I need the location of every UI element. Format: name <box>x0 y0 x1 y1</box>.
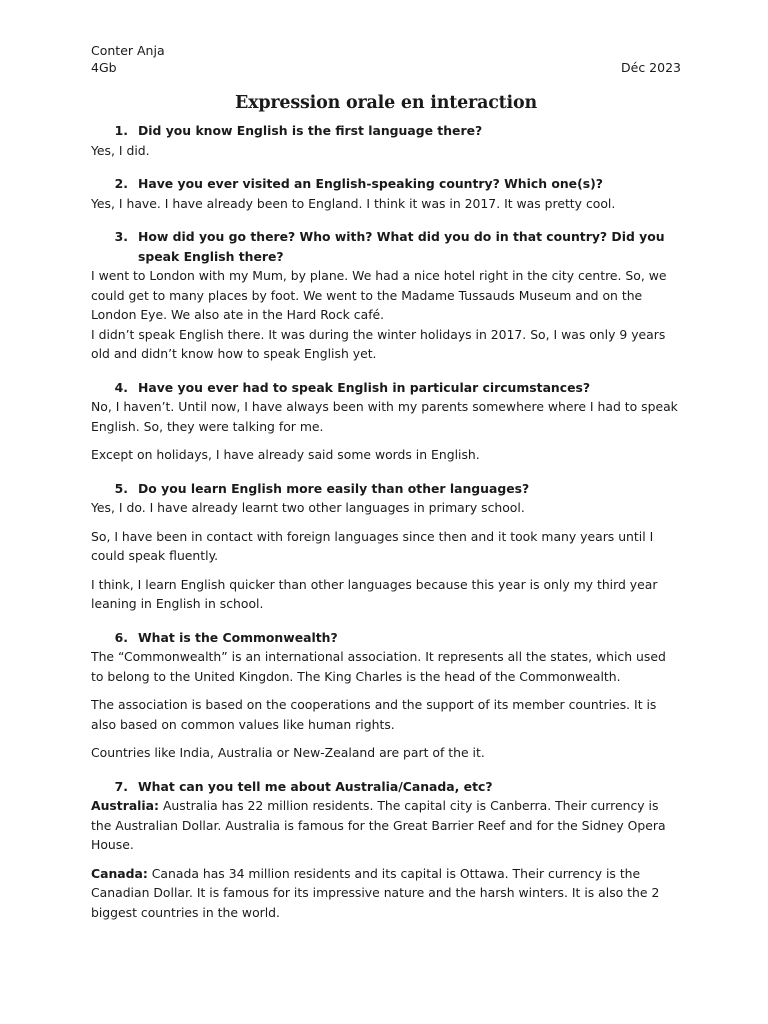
question-number: 5. <box>114 480 128 496</box>
answer-paragraph: Countries like India, Australia or New-Zealand are part of the it. <box>91 745 485 760</box>
document-date: Déc 2023 <box>621 60 681 75</box>
answer-text: Canada has 34 million residents and its capital is Ottawa. Their currency is the Canadian Dollar. It is famous for its impressive nature and the harsh winters. It is also the 2 biggest countries in the world. <box>91 865 660 920</box>
question-number: 6. <box>114 629 128 645</box>
question-number: 4. <box>114 379 128 395</box>
header-class-row <box>91 59 681 76</box>
answer-paragraph: Yes, I did. <box>91 142 150 158</box>
question-number: 7. <box>114 778 128 794</box>
answer-lead: Canada: <box>91 865 148 881</box>
question-4 <box>91 378 681 398</box>
question-5 <box>91 479 681 499</box>
header-name-row <box>91 42 681 59</box>
answer-lead: Australia: <box>91 798 159 813</box>
question-2 <box>91 174 681 194</box>
answer-paragraph <box>91 796 681 855</box>
question-3 <box>91 227 681 266</box>
question-1 <box>91 121 681 141</box>
question-number: 1. <box>114 123 128 138</box>
question-number: 2. <box>114 176 128 191</box>
answer-paragraph <box>91 864 681 923</box>
question-7 <box>91 777 681 797</box>
answer-paragraph: No, I haven’t. Until now, I have always been with my parents somewhere where I had to speak English. So, they were talking for me. <box>91 399 678 434</box>
question-text: Have you ever had to speak English in particular circumstances? <box>138 379 591 395</box>
page-title: Expression orale en interaction <box>235 93 537 113</box>
answer-text: Australia has 22 million residents. The capital city is Canberra. Their currency is the Australian Dollar. Australia is famous for the Great Barrier Reef and for the Sidney Opera House. <box>91 798 666 852</box>
answer-paragraph: The association is based on the cooperations and the support of its member countries. It is also based on common values like human rights. <box>91 697 657 732</box>
answer-paragraph: I think, I learn English quicker than other languages because this year is only my third year leaning in English in school. <box>91 576 658 611</box>
question-number: 3. <box>114 229 128 244</box>
question-list <box>91 121 681 922</box>
student-class: 4Gb <box>91 60 117 75</box>
answer-paragraph: I didn’t speak English there. It was during the winter holidays in 2017. So, I was only 9 years old and didn’t know how to speak English yet. <box>91 326 666 361</box>
question-text: How did you go there? Who with? What did you do in that country? Did you speak English there? <box>138 229 665 264</box>
answer-paragraph: Yes, I do. I have already learnt two other languages in primary school. <box>91 500 525 515</box>
answer-paragraph: So, I have been in contact with foreign languages since then and it took many years until I could speak fluently. <box>91 528 654 563</box>
answer-paragraph: I went to London with my Mum, by plane. We had a nice hotel right in the city centre. So, we could get to many places by foot. We went to the Madame Tussauds Museum and on the London Eye. We also ate in the Hard Rock café. <box>91 268 667 322</box>
answer-paragraph: Yes, I have. I have already been to England. I think it was in 2017. It was pretty cool. <box>91 195 616 211</box>
question-text: Have you ever visited an English-speaking country? Which one(s)? <box>138 176 603 191</box>
question-text: Did you know English is the first language there? <box>138 123 483 138</box>
answer-paragraph: Except on holidays, I have already said some words in English. <box>91 447 480 462</box>
question-text: What is the Commonwealth? <box>138 629 338 645</box>
answer-paragraph: The “Commonwealth” is an international association. It represents all the states, which used to belong to the United Kingdon. The King Charles is the head of the Commonwealth. <box>91 649 666 684</box>
question-text: What can you tell me about Australia/Canada, etc? <box>138 778 493 794</box>
document-page <box>91 42 681 922</box>
student-name: Conter Anja <box>91 43 165 58</box>
question-text: Do you learn English more easily than other languages? <box>138 480 530 496</box>
question-6 <box>91 628 681 648</box>
